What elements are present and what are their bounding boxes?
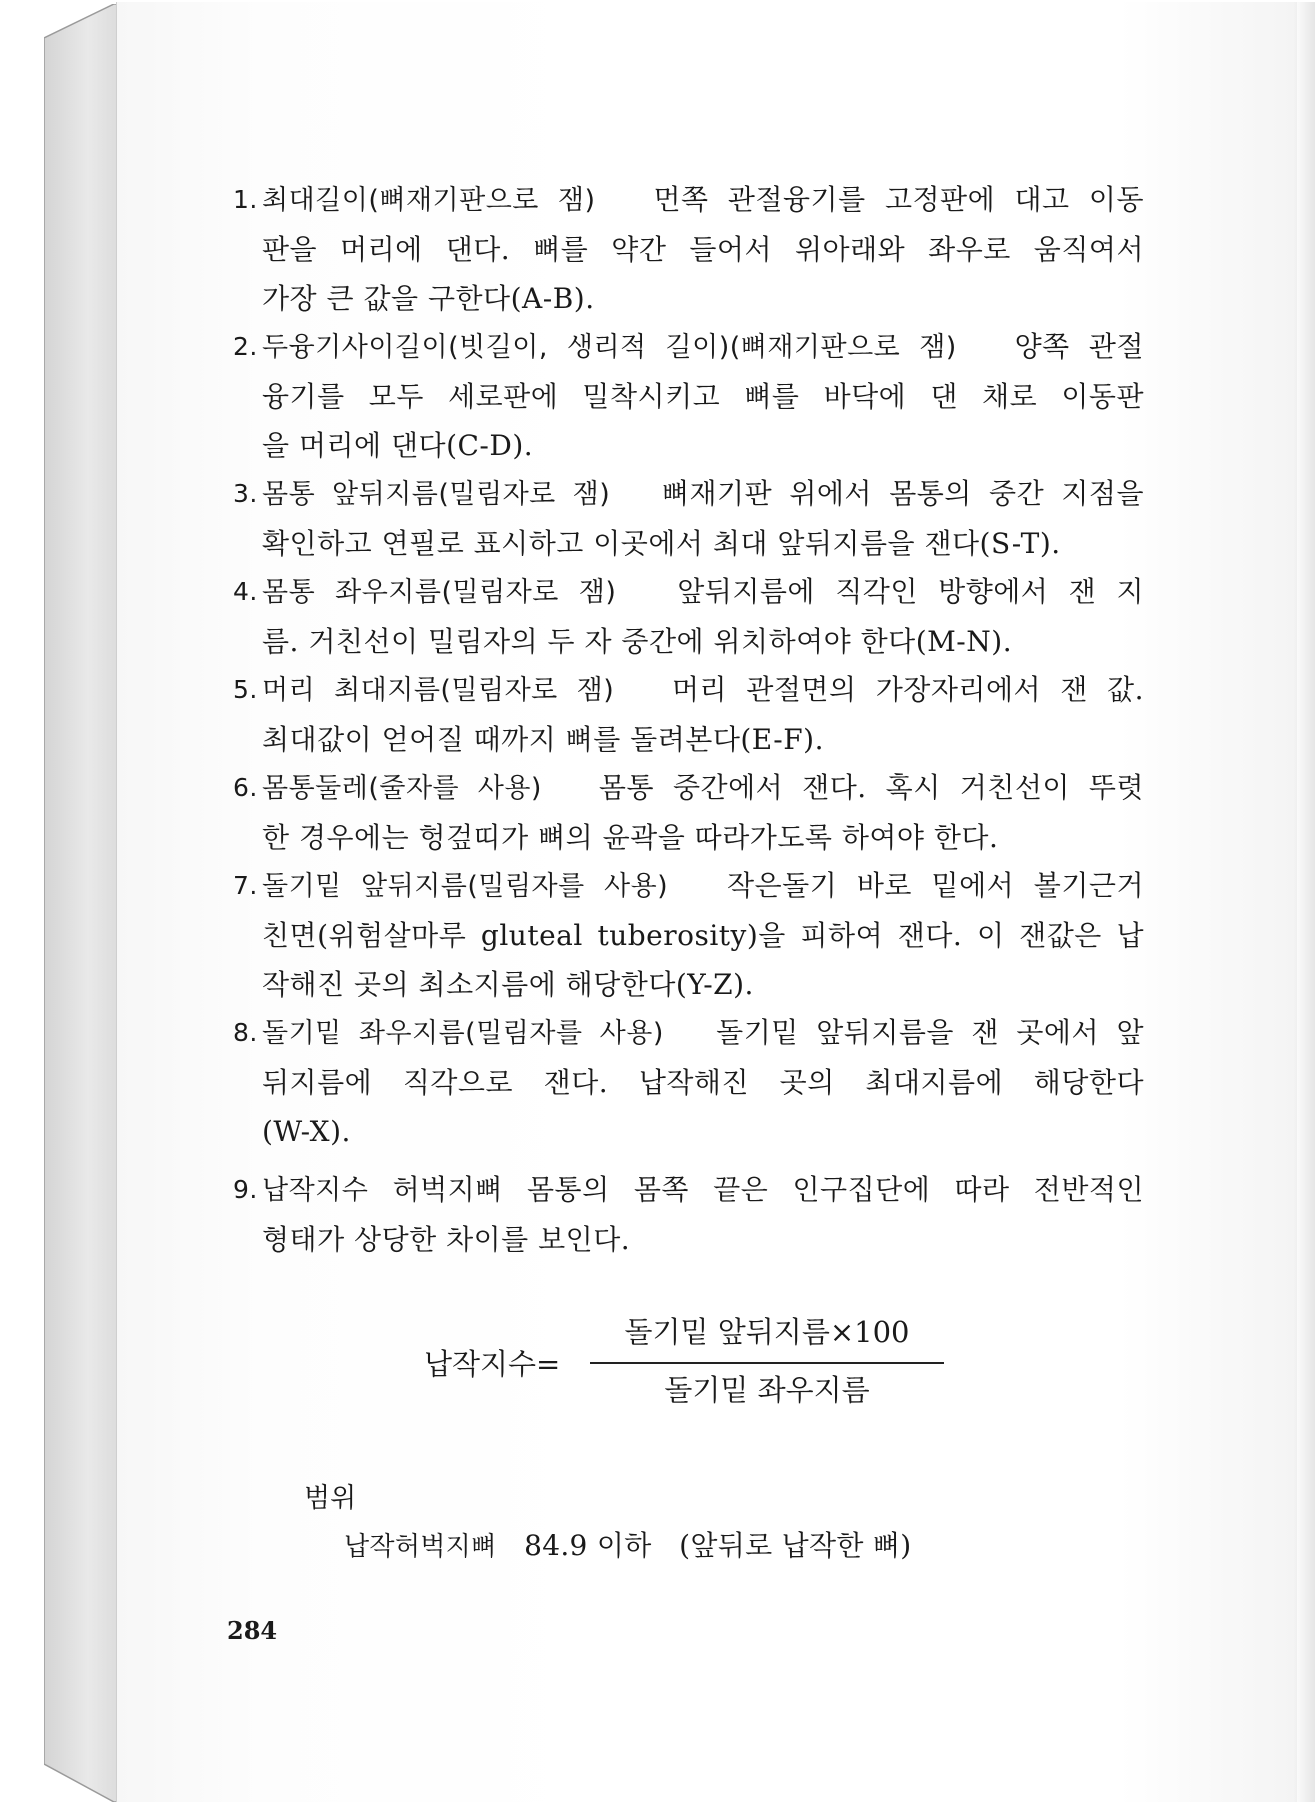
- item-heading: 몸통 앞뒤지름(밀림자로 잼): [262, 479, 611, 510]
- item-heading: 최대길이(뼈재기판으로 잼): [262, 185, 596, 216]
- item-line: [262, 665, 1144, 715]
- item-text: 몸통 중간에서 잰다. 혹시 거친선이 뚜렷: [598, 771, 1144, 804]
- item-line: (W-X).: [262, 1115, 351, 1148]
- range-heading: 범위: [304, 1483, 357, 1514]
- range-note: (앞뒤로 납작한 뼈): [679, 1529, 912, 1562]
- item-text: 뼈재기판 위에서 몸통의 중간 지점을: [661, 477, 1145, 510]
- measurement-item-9: [233, 1165, 1144, 1264]
- item-text: 양쪽 관절: [1014, 330, 1145, 363]
- item-heading: 돌기밑 좌우지름(밀림자를 사용): [262, 1018, 664, 1049]
- item-line: 형태가 상당한 차이를 보인다.: [262, 1223, 631, 1256]
- formula-numerator: 돌기밑 앞뒤지름×100: [624, 1315, 910, 1349]
- item-number: 6.: [233, 773, 258, 802]
- item-number: 9.: [233, 1175, 258, 1204]
- item-line: [262, 1165, 1144, 1215]
- item-line: 작해진 곳의 최소지름에 해당한다(Y-Z).: [262, 968, 754, 1001]
- item-number: 3.: [233, 479, 258, 508]
- item-number: 8.: [233, 1018, 258, 1047]
- measurement-item-5: [233, 665, 1144, 764]
- measurement-item-2: [233, 322, 1145, 470]
- item-text: 앞뒤지름에 직각인 방향에서 잰 지: [677, 575, 1144, 608]
- item-number: 7.: [233, 871, 258, 900]
- item-line: [262, 469, 1144, 519]
- item-line: 친면(위험살마루 gluteal tuberosity)을 피하여 잰다. 이 잰값은 납: [262, 919, 1144, 952]
- item-text: 돌기밑 앞뒤지름을 잰 곳에서 앞: [716, 1016, 1144, 1049]
- item-text: 머리 관절면의 가장자리에서 잰 값.: [672, 673, 1144, 706]
- fraction-bar: [590, 1362, 944, 1364]
- item-line: 한 경우에는 헝겊띠가 뼈의 윤곽을 따라가도록 하여야 한다.: [262, 821, 999, 854]
- item-heading: 몸통 좌우지름(밀림자로 잼): [262, 577, 617, 608]
- item-heading: 두융기사이길이(빗길이, 생리적 길이)(뼈재기판으로 잼): [262, 332, 957, 363]
- flatness-index-formula: [424, 1310, 944, 1420]
- item-text: 먼쪽 관절융기를 고정판에 대고 이동: [653, 183, 1144, 216]
- item-heading: 납작지수: [262, 1175, 369, 1206]
- measurement-item-1: [233, 175, 1144, 323]
- item-line: 가장 큰 값을 구한다(A-B).: [262, 282, 595, 315]
- range-name: 납작허벅지뼈: [344, 1532, 497, 1562]
- measurement-item-3: [233, 469, 1145, 568]
- item-number: 2.: [233, 332, 258, 361]
- page-number: 284: [227, 1616, 278, 1645]
- item-line: 융기를 모두 세로판에 밀착시키고 뼈를 바닥에 댄 채로 이동판: [262, 380, 1144, 413]
- item-line: [262, 1008, 1144, 1058]
- item-line: 판을 머리에 댄다. 뼈를 약간 들어서 위아래와 좌우로 움직여서: [262, 233, 1144, 266]
- item-line: [262, 861, 1144, 911]
- range-value: 84.9 이하: [524, 1529, 652, 1562]
- book-spine: [44, 4, 118, 1802]
- item-heading: 몸통둘레(줄자를 사용): [262, 773, 542, 804]
- item-number: 1.: [233, 185, 258, 214]
- item-line: [262, 567, 1144, 617]
- item-number: 4.: [233, 577, 258, 606]
- measurement-item-8: [233, 1008, 1144, 1156]
- formula-denominator: 돌기밑 좌우지름: [664, 1373, 870, 1407]
- item-line: 름. 거친선이 밀림자의 두 자 중간에 위치하여야 한다(M-N).: [262, 625, 1013, 658]
- item-line: [262, 763, 1144, 813]
- item-heading: 머리 최대지름(밀림자로 잼): [262, 675, 615, 706]
- item-text: 허벅지뼈 몸통의 몸쪽 끝은 인구집단에 따라 전반적인: [392, 1173, 1144, 1206]
- item-line: 뒤지름에 직각으로 잰다. 납작해진 곳의 최대지름에 해당한다: [262, 1066, 1144, 1099]
- measurement-item-4: [233, 567, 1144, 666]
- item-line: 을 머리에 댄다(C-D).: [262, 429, 534, 462]
- item-heading: 돌기밑 앞뒤지름(밀림자를 사용): [262, 871, 669, 902]
- item-line: 최대값이 얻어질 때까지 뼈를 돌려본다(E-F).: [262, 723, 824, 756]
- measurement-item-6: [233, 763, 1144, 862]
- item-line: 확인하고 연필로 표시하고 이곳에서 최대 앞뒤지름을 잰다(S-T).: [262, 527, 1061, 560]
- page-edge-shadow: [1293, 2, 1315, 1802]
- item-line: [262, 322, 1144, 372]
- range-entry: [344, 1524, 911, 1564]
- formula-label: 납작지수=: [424, 1347, 561, 1381]
- item-number: 5.: [233, 675, 258, 704]
- item-line: [262, 175, 1144, 225]
- item-text: 작은돌기 바로 밑에서 볼기근거: [727, 869, 1144, 902]
- measurement-item-7: [233, 861, 1144, 1009]
